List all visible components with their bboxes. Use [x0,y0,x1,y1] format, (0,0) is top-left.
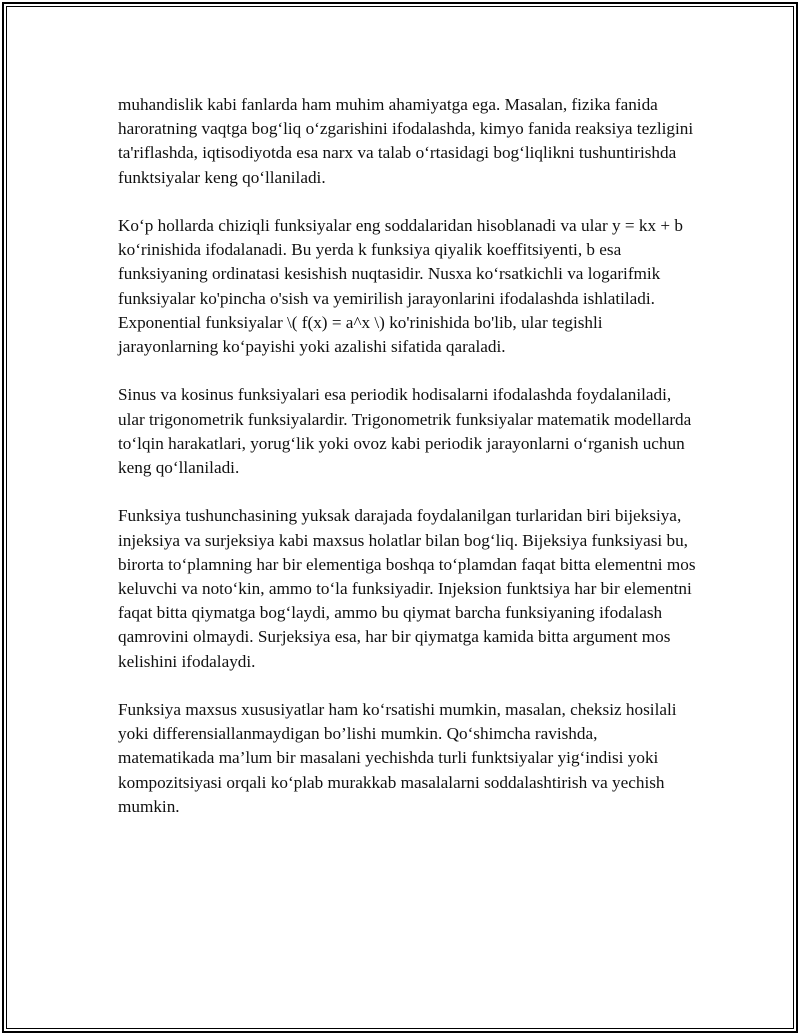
paragraph-4: Funksiya tushunchasining yuksak darajada foydalanilgan turlaridan biri bijeksiya, injeksiya va surjeksiya kabi maxsus holatlar bilan bog‘liq. Bijeksiya funksiyasi bu, birorta to‘plamning har bir elementiga boshqa to‘plamdan faqat bitta elementni mos keluvchi va noto‘kin, ammo to‘la funksiyadir. Injeksion funktsiya har bir elementni faqat bitta qiymatga bog‘laydi, ammo bu qiymat barcha funksiyaning ifodalash qamrovini olmaydi. Surjeksiya esa, har bir qiymatga kamida bitta argument mos kelishini ifodalaydi. [118,506,696,671]
document-body [118,93,698,819]
paragraph-1: muhandislik kabi fanlarda ham muhim ahamiyatga ega. Masalan, fizika fanida haroratning vaqtga bog‘liq o‘zgarishini ifodalashda, kimyo fanida reaksiya tezligini ta'riflashda, iqtisodiyotda esa narx va talab o‘rtasidagi bog‘liqlikni tushuntirishda funktsiyalar keng qo‘llaniladi. [118,95,694,187]
paragraph-3: Sinus va kosinus funksiyalari esa periodik hodisalarni ifodalashda foydalaniladi, ular trigonometrik funksiyalardir. Trigonometrik funksiyalar matematik modellarda to‘lqin harakatlari, yorug‘lik yoki ovoz kabi periodik jarayonlarni o‘rganish uchun keng qo‘llaniladi. [118,385,692,478]
paragraph-5: Funksiya maxsus xususiyatlar ham ko‘rsatishi mumkin, masalan, cheksiz hosilali yoki differensiallanmaydigan bo’lishi mumkin. Qo‘shimcha ravishda, matematikada ma’lum bir masalani yechishda turli funktsiyalar yig‘indisi yoki kompozitsiyasi orqali ko‘plab murakkab masalalarni soddalashtirish va yechish mumkin. [118,700,677,816]
paragraph-2: Ko‘p hollarda chiziqli funksiyalar eng soddalaridan hisoblanadi va ular y = kx + b ko‘rinishida ifodalanadi. Bu yerda k funksiya qiyalik koeffitsiyenti, b esa funksiyaning ordinatasi kesishish nuqtasidir. Nusxa ko‘rsatkichli va logarifmik funksiyalar ko'pincha o'sish va yemirilish jarayonlarini ifodalashda ishlatiladi. Exponential funksiyalar \( f(x) = a^x \) ko'rinishida bo'lib, ular tegishli jarayonlarning ko‘payishi yoki azalishi sifatida qaraladi. [118,216,683,357]
